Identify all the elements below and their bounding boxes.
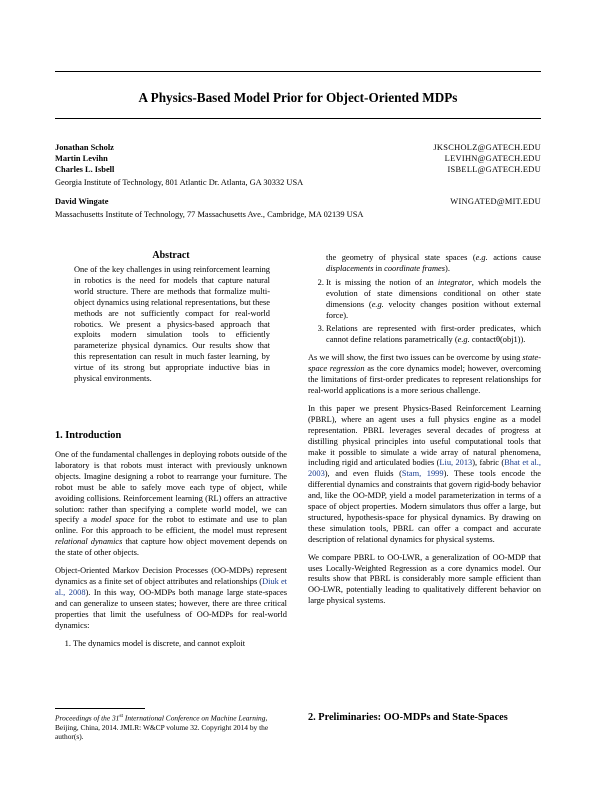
citation-link[interactable]: Diuk et al., 2008 <box>55 576 287 597</box>
citation-link[interactable]: Bhat et al., 2003 <box>308 458 541 479</box>
abstract-body: One of the key challenges in using reinforcement learning in robotics is the need for models that capture natural world structure. There are methods that formalize multi-object dynamics using relational representations, but these methods are not sufficiently compact for real-world robotics. We present a physics-based approach that exploits modern simulation tools to efficiently parameterize physical dynamics. Our results show that this representation can result in much faster learning, by virtue of its strong but appropriate inductive bias in physical environments. <box>74 265 270 384</box>
author-name: Jonathan Scholz <box>55 143 114 152</box>
paragraph: Object-Oriented Markov Decision Processes (OO-MDPs) represent dynamics as a finite set of object attributes and relationships (Diuk et al., 2008). In this way, OO-MDPs both manage large state-spaces and can generalize to unseen states; however, there are three critical properties that limit the usefulness of OO-MDPs for real-world dynamics: <box>55 566 287 630</box>
list-item: 1. The dynamics model is discrete, and cannot exploit <box>73 639 287 650</box>
list-continuation: the geometry of physical state spaces (e.g. actions cause displacements in coordinate frames). <box>326 253 541 273</box>
top-rule <box>55 71 541 72</box>
citation-link[interactable]: Liu, 2013 <box>439 458 473 468</box>
author-email[interactable]: LEVIHN@GATECH.EDU <box>444 154 541 163</box>
abstract-heading: Abstract <box>152 250 190 261</box>
right-column <box>308 253 541 614</box>
paper-title: A Physics-Based Model Prior for Object-Oriented MDPs <box>138 90 458 105</box>
limitation-list <box>55 639 287 650</box>
paragraph: As we will show, the first two issues can be overcome by using state-space regression as the core dynamics model; however, overcoming the limitations of first-order predicates to represent relationships for real-world applications is a more serious challenge. <box>308 353 541 395</box>
author-email[interactable]: WINGATED@MIT.EDU <box>450 197 541 206</box>
limitation-list-cont <box>308 278 541 346</box>
author-name: Charles L. Isbell <box>55 165 115 174</box>
section-heading: 1. Introduction <box>55 430 122 441</box>
affiliation: Massachusetts Institute of Technology, 77 Massachusetts Ave., Cambridge, MA 02139 USA <box>55 210 364 219</box>
author-name: Martin Levihn <box>55 154 108 163</box>
list-item: 2. It is missing the notion of an integrator, which models the evolution of state dimensions conditional on other state dimensions (e.g. velocity changes position without external force). <box>326 278 541 322</box>
author-email[interactable]: JKSCHOLZ@GATECH.EDU <box>433 143 541 152</box>
paragraph: We compare PBRL to OO-LWR, a generalization of OO-MDP that uses Locally-Weighted Regression as a core dynamics model. Our results show that PBRL is considerably more sample efficient than OO-LWR, potentially leading to qualitatively different behavior on large physical systems. <box>308 552 541 606</box>
section-heading: 2. Preliminaries: OO-MDPs and State-Spaces <box>308 712 508 723</box>
list-item: 3. Relations are represented with first-order predicates, which cannot define relations parametrically (e.g. contactθ(obj1)). <box>326 324 541 346</box>
left-column <box>55 450 287 652</box>
citation-link[interactable]: Stam, 1999 <box>401 469 444 479</box>
title-rule <box>55 118 541 119</box>
author-email[interactable]: ISBELL@GATECH.EDU <box>447 165 541 174</box>
author-name: David Wingate <box>55 197 109 206</box>
paragraph: In this paper we present Physics-Based Reinforcement Learning (PBRL), where an agent uses a full physics engine as a model representation. PBRL leverages several decades of progress at distilling physical principles into useful computational tools that make it possible to simulate a wide array of natural phenomena, including rigid and articulated bodies (Liu, 2013), fabric (Bhat et al., 2003), and even fluids (Stam, 1999). These tools encode the differential dynamics and constraints that govern rigid-body behavior and, like the OO-MDP, yield a model parameterization in terms of a space of object properties. Modern simulators thus offer a large, but structured, hypothesis-space for physical dynamics. By drawing on these simulation tools, PBRL can offer a compact and accurate description of relational dynamics for physical systems. <box>308 403 541 544</box>
paragraph: One of the fundamental challenges in deploying robots outside of the laboratory is that robots must interact with previously unknown objects. Imagine designing a robot to rearrange your furniture. The robot must be able to safely move each type of object, while avoiding collisions. Reinforcement learning (RL) offers an attractive solution: rather than specifying a complete world model, we can specify a model space for the robot to estimate and use to plan online. For this approach to be efficient, the model must represent relational dynamics that capture how object movement depends on the state of other objects. <box>55 450 287 558</box>
affiliation: Georgia Institute of Technology, 801 Atlantic Dr. Atlanta, GA 30332 USA <box>55 178 304 187</box>
footnote-rule <box>55 708 145 709</box>
footnote: Proceedings of the 31st International Conference on Machine Learning, Beijing, China, 2014. JMLR: W&CP volume 32. Copyright 2014 by the author(s). <box>55 713 269 741</box>
